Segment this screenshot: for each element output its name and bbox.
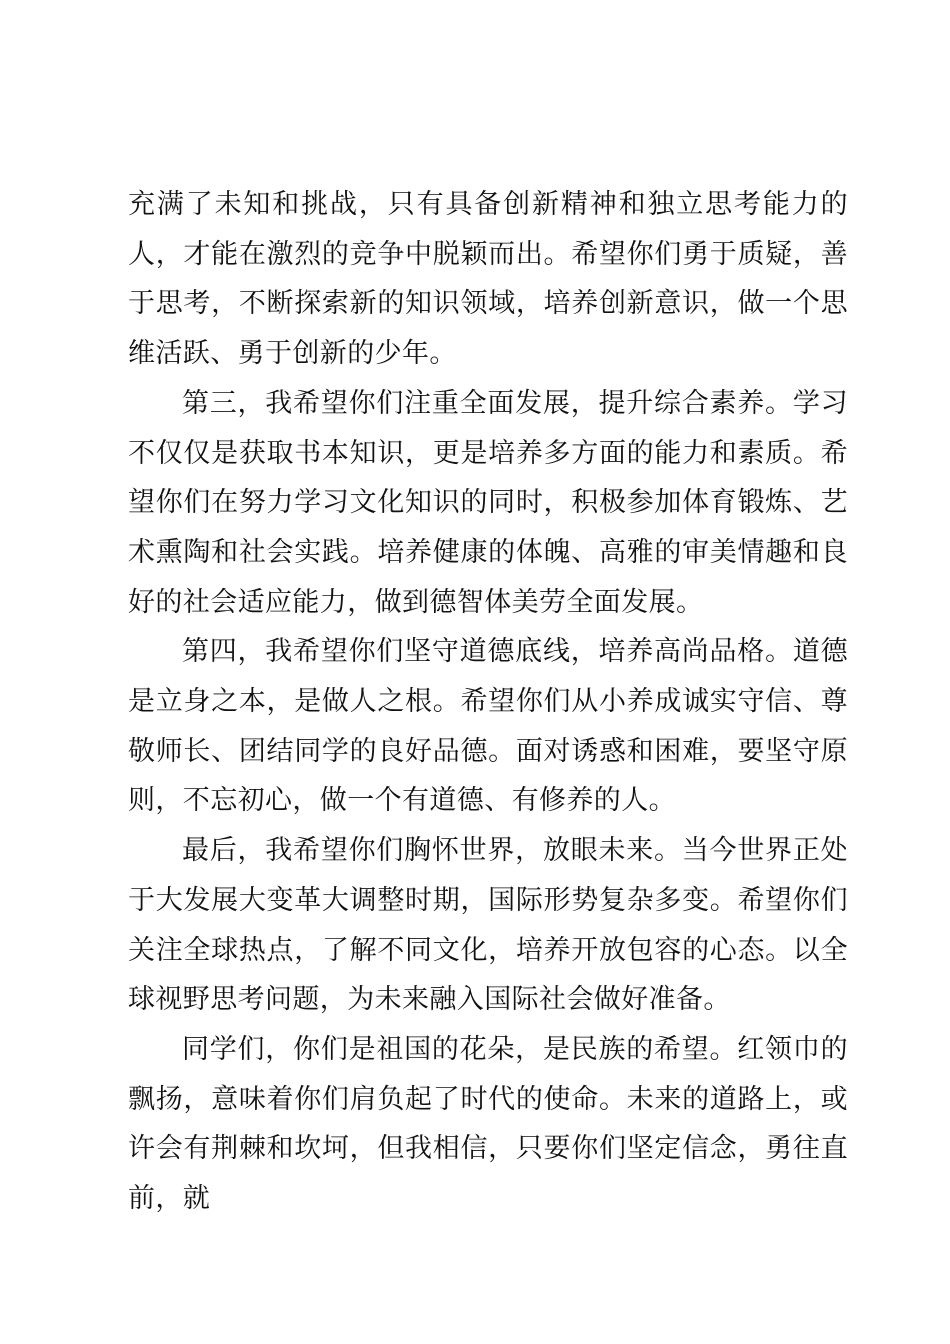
document-body — [128, 180, 848, 1224]
paragraph-4: 最后，我希望你们胸怀世界，放眼未来。当今世界正处于大发展大变革大调整时期，国际形势复杂多变。希望你们关注全球热点，了解不同文化，培养开放包容的心态。以全球视野思考问题，为未来融入国际社会做好准备。 — [128, 835, 848, 1016]
paragraph-5: 同学们，你们是祖国的花朵，是民族的希望。红领巾的飘扬，意味着你们肩负起了时代的使命。未来的道路上，或许会有荆棘和坎坷，但我相信，只要你们坚定信念，勇往直前，就 — [128, 1033, 848, 1215]
paragraph-3: 第四，我希望你们坚守道德底线，培养高尚品格。道德是立身之本，是做人之根。希望你们从小养成诚实守信、尊敬师长、团结同学的良好品德。面对诱惑和困难，要坚守原则，不忘初心，做一个有道德、有修养的人。 — [128, 636, 848, 817]
paragraph-2: 第三，我希望你们注重全面发展，提升综合素养。学习不仅仅是获取书本知识，更是培养多方面的能力和素质。希望你们在努力学习文化知识的同时，积极参加体育锻炼、艺术熏陶和社会实践。培养健康的体魄、高雅的审美情趣和良好的社会适应能力，做到德智体美劳全面发展。 — [128, 387, 848, 618]
paragraph-1: 充满了未知和挑战，只有具备创新精神和独立思考能力的人，才能在激烈的竞争中脱颖而出。希望你们勇于质疑，善于思考，不断探索新的知识领域，培养创新意识，做一个思维活跃、勇于创新的少年。 — [128, 189, 848, 370]
